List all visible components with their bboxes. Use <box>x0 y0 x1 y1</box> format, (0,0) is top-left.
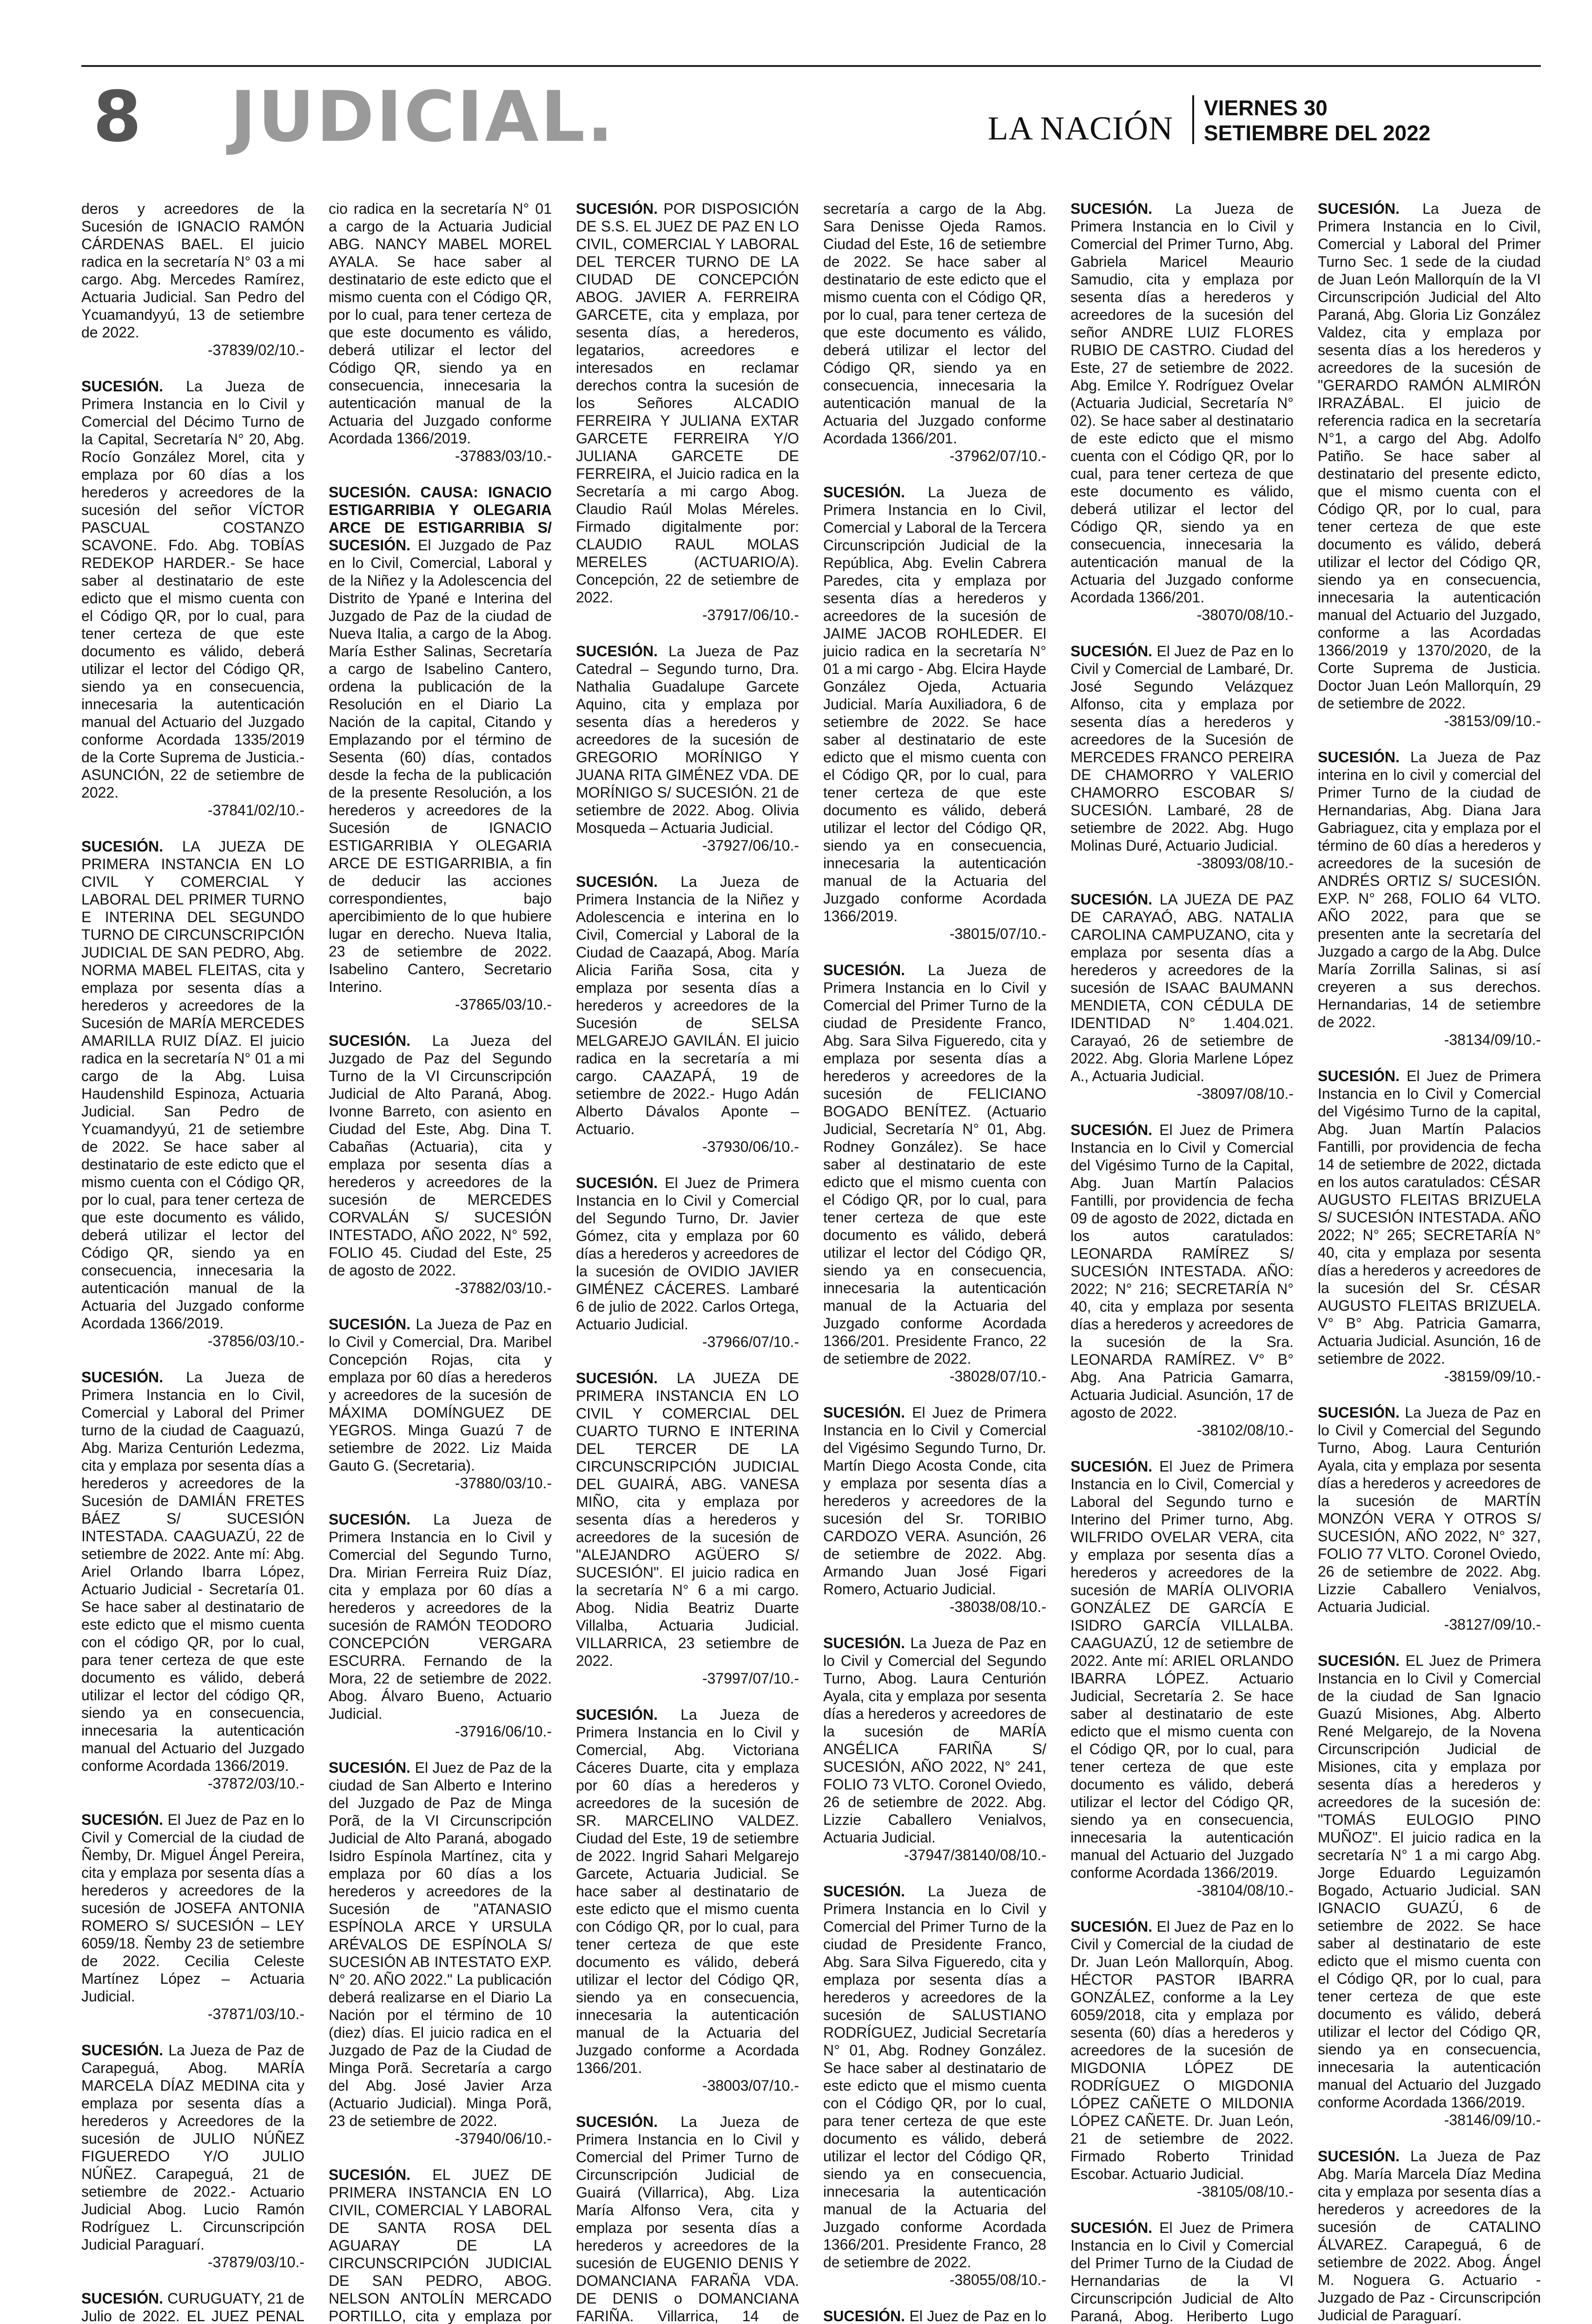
edict-text: La Jueza de Paz Abg. María Marcela Díaz Medina cita y emplaza por sesenta días a herederos y acreedores de la sucesión de CATALINO ÁLVAREZ. Carapeguá, 6 de setiembre de 2022. Abog. Ángel M. Noguera G. Actuario - Juzgado de Paz - Circunscripción Judicial de Paraguarí. <box>1318 2148 1541 2324</box>
edict-notice <box>576 873 799 1155</box>
edict-lead: SUCESIÓN. <box>329 2166 411 2183</box>
edict-text: La Jueza de Primera Instancia en lo Civil y Comercial del Primer Turno, Abg. Gabriela Maricel Meaurio Samudio, cita y emplaza por sesenta días a herederos y acreedores de la sucesión del señor ANDRE LUIZ FLORES RUBIO DE CASTRO. Ciudad del Este, 27 de setiembre de 2022. Abg. Emilce Y. Rodríguez Ovelar (Actuaria Judicial, Secretaría N° 02). Se hace saber al destinatario de este edicto que el mismo cuenta con el Código QR, por lo cual, para tener certeza de que este documento es válido, deberá utilizar el lector del Código QR, siendo ya en consecuencia, innecesaria la autenticación manual de la Actuaria del Juzgado conforme Acordada 1366/201. <box>1070 200 1294 606</box>
edict-reference: -37879/03/10.- <box>207 2254 304 2271</box>
edict-lead: SUCESIÓN. <box>81 838 164 855</box>
edict-notice <box>1070 1458 1294 1899</box>
edict-text: El Juez de Paz en lo <box>909 2308 1047 2324</box>
edict-notice <box>329 1315 552 1492</box>
edict-lead: SUCESIÓN. <box>823 1404 905 1421</box>
edict-text: La Jueza de Primera Instancia en lo Civil, Comercial y Laboral de la Tercera Circunscripción Judicial de la República, Abg. Evelin Cabrera Paredes, cita y emplaza por sesenta días a herederos y acreedores de la sucesión de JAIME JACOB ROHLEDER. El juicio radica en la secretaría N° 01 a mi cargo - Abg. Elcira Hayde González Ojeda, Actuaria Judicial. María Auxiliadora, 6 de setiembre de 2022. Se hace saber al destinatario de este edicto que el mismo cuenta con el Código QR, por lo cual, para tener certeza de que este documento es válido, deberá utilizar el lector del Código QR, siendo ya en consecuencia, innecesaria la autenticación manual de la Actuaria del Juzgado conforme Acordada 1366/2019. <box>823 484 1047 924</box>
edict-text: POR DISPOSICIÓN DE S.S. EL JUEZ DE PAZ EN LO CIVIL, COMERCIAL Y LABORAL DEL TERCER TURNO DE LA CIUDAD DE CONCEPCIÓN ABOG. JAVIER A. FERREIRA GARCETE, cita y emplaza, por sesenta días, a herederos, legatarios, acreedores e interesados en reclamar derechos contra la sucesión de los Señores ALCADIO FERREIRA Y JULIANA EXTAR GARCETE FERREIRA Y/O JULIANA GARCETE DE FERREIRA, el Juicio radica en la Secretaría a mi cargo Abog. Claudio Raúl Molas Méreles. Firmado digitalmente por: CLAUDIO RAUL MOLAS MERELES (ACTUARIO/A). Concepción, 22 de setiembre de 2022. <box>576 200 799 606</box>
edict-text: deros y acreedores de la Sucesión de IGNACIO RAMÓN CÁRDENAS BAEL. El juicio radica en la secretaría N° 03 a mi cargo. Abg. Mercedes Ramírez, Actuaria Judicial. San Pedro del Ycuamandyyú, 13 de setiembre de 2022. <box>81 200 304 341</box>
edict-lead: SUCESIÓN. <box>81 2042 164 2059</box>
edict-notice <box>1318 1404 1541 1633</box>
edict-lead: SUCESIÓN. <box>81 2290 164 2307</box>
edict-reference: -37930/06/10.- <box>702 1138 799 1155</box>
edict-reference: -38028/07/10.- <box>949 1368 1046 1385</box>
edict-reference: -37839/02/10.- <box>207 342 304 358</box>
edict-lead: SUCESIÓN. <box>329 1316 411 1333</box>
edict-lead: SUCESIÓN. <box>81 1369 164 1386</box>
edict-text: La Jueza de Primera Instancia en lo Civil, Comercial y Laboral del Primer Turno Sec. 1 sede de la ciudad de Juan León Mallorquín de la VI Circunscripción Judicial del Alto Paraná, Abg. Gloria Liz González Valdez, cita y emplaza por sesenta días a los herederos y acreedores de la sucesión de "GERARDO RAMÓN ALMIRÓN IRRAZÁBAL. El juicio de referencia radica en la secretaría N°1, a cargo del Abg. Adolfo Patiño. Se hace saber al destinatario del presente edicto, que el mismo cuenta con el Código QR, por lo cual, para tener certeza de que este documento es válido, deberá utilizar el lector del Código QR, siendo ya en consecuencia, innecesaria la autenticación manual del Actuario del Juzgado, conforme a las Acordadas 1366/2019 y 1370/2020, de la Corte Suprema de Justicia. Doctor Juan León Mallorquín, 29 de setiembre de 2022. <box>1318 200 1541 712</box>
column-4 <box>823 200 1047 2324</box>
edict-lead: SUCESIÓN. <box>1318 2148 1400 2165</box>
edict-reference: -38153/09/10.- <box>1444 713 1541 729</box>
edict-notice <box>329 200 552 465</box>
edict-reference: -38093/08/10.- <box>1196 855 1294 872</box>
edict-lead: SUCESIÓN. <box>1070 643 1153 660</box>
masthead-divider <box>1192 95 1194 144</box>
edict-notice <box>576 200 799 624</box>
edict-reference: -38038/08/10.- <box>949 1598 1046 1615</box>
edict-reference: -38104/08/10.- <box>1196 1882 1294 1899</box>
edict-notice <box>329 2166 552 2324</box>
edict-text: La Jueza de Paz en lo Civil y Comercial del Segundo Turno, Abog. Laura Centurión Ayala, cita y emplaza por sesenta días a herederos y acreedores de la sucesión de MARÍA ANGÉLICA FARIÑA S/ SUCESIÓN, AÑO 2022, N° 241, FOLIO 73 VLTO. Coronel Oviedo, 26 de setiembre de 2022. Abg. Lizzie Caballero Venialvos, Actuaria Judicial. <box>823 1635 1047 1846</box>
edict-lead: SUCESIÓN. <box>823 2308 905 2324</box>
edict-notice <box>1318 748 1541 1049</box>
edict-reference: -37917/06/10.- <box>702 607 799 623</box>
edict-notice <box>823 961 1046 1385</box>
edict-reference: -37947/38140/08/10.- <box>904 1847 1046 1863</box>
issue-date <box>1204 95 1430 145</box>
edict-lead: SUCESIÓN. <box>1318 1068 1400 1084</box>
edict-reference: -38070/08/10.- <box>1196 607 1294 623</box>
edict-reference: -38003/07/10.- <box>702 2077 799 2094</box>
edict-text: La Jueza de Paz interina en lo civil y comercial del Primer Turno de la ciudad de Hernandarias, Abg. Diana Jara Gabriaguez, cita y emplaza por el término de 60 días a herederos y acreedores de la sucesión de ANDRÉS ORTIZ S/ SUCESIÓN. EXP. N° 268, FOLIO 64 VLTO. AÑO 2022, para que se presenten ante la secretaría del Juzgado a cargo de la Abg. Dulce María Zorrilla Salinas, si así creyeren a sus derechos. Hernandarias, 14 de setiembre de 2022. <box>1318 749 1541 1030</box>
edict-reference: -37883/03/10.- <box>455 448 552 464</box>
edict-text: El Juzgado de Paz en lo Civil, Comercial, Laboral y de la Niñez y la Adolescencia del Distrito de Ypané e Interina del Juzgado de Paz de la ciudad de Nueva Italia, a cargo de la Abog. María Esther Salinas, Secretaría a cargo de Isabelino Cantero, ordena la publicación de la Resolución en el Diario La Nación de la capital, Citando y Emplazando por el término de Sesenta (60) días, contados desde la fecha de la publicación de la presente Resolución, a los herederos y acreedores de la Sucesión de IGNACIO ESTIGARRIBIA Y OLEGARIA ARCE DE ESTIGARRIBIA, a fin de deducir las acciones correspondientes, bajo apercibimiento de lo que hubiere lugar en derecho. Nueva Italia, 23 de setiembre de 2022. Isabelino Cantero, Secretario Interino. <box>329 537 552 995</box>
edict-reference: -37962/07/10.- <box>949 448 1046 464</box>
edict-lead: SUCESIÓN. <box>1070 891 1153 908</box>
edict-notice <box>81 838 304 1350</box>
edict-text: EL Juez de Primera Instancia en lo Civil y Comercial de la ciudad de San Ignacio Guazú Misiones, Abg. Alberto René Melgarejo, de la Novena Circunscripción Judicial de Misiones, cita y emplaza por sesenta días a herederos y acreedores de la sucesión de: "TOMÁS EULOGIO PINO MUÑOZ". El juicio radica en la secretaría N° 1 a mi cargo Abg. Jorge Eduardo Leguizamón Bogado, Actuario Judicial. SAN IGNACIO GUAZÚ, 6 de setiembre de 2022. Se hace saber al destinatario de este edicto que el mismo cuenta con el Código QR, por lo cual, para tener certeza de que este documento es válido, deberá utilizar el lector del Código QR, siendo ya en consecuencia, innecesaria la autenticación manual del Actuario del Juzgado conforme Acordada 1366/2019. <box>1318 1652 1541 2111</box>
edict-lead: SUCESIÓN. CAUSA: IGNACIO ESTIGARRIBIA Y OLEGARIA ARCE DE ESTIGARRIBIA S/ SUCESIÓN. <box>329 484 552 554</box>
edict-lead: SUCESIÓN. <box>576 1706 658 1723</box>
edict-reference: -38015/07/10.- <box>949 925 1046 942</box>
edict-text: La Jueza de Paz en lo Civil y Comercial, Dra. Maribel Concepción Rojas, cita y emplaza por 60 días a herederos y acreedores de la sucesión de MÁXIMA DOMÍNGUEZ DE YEGROS. Minga Guazú 7 de setiembre de 2022. Liz Maida Gauto G. (Secretaria). <box>329 1316 552 1474</box>
issue-month-year: SETIEMBRE DEL 2022 <box>1204 121 1431 145</box>
edict-lead: SUCESIÓN. <box>1070 1918 1153 1935</box>
edict-text: El Juez de Primera Instancia en lo Civil y Comercial del Vigésimo Segundo Turno, Dr. Martín Diego Acosta Conde, cita y emplaza por sesenta días a herederos y acreedores de la sucesión del Sr. TORIBIO CARDOZO VERA. Asunción, 26 de setiembre de 2022. Abg. Armando Juan José Figari Romero, Actuario Judicial. <box>823 1404 1046 1598</box>
edict-text: La Jueza de Paz Catedral – Segundo turno, Dra. Nathalia Guadalupe Garcete Aquino, cita y emplaza por sesenta días a herederos y acreedores de la sucesión de GREGORIO MORÍNIGO Y JUANA RITA GIMÉNEZ VDA. DE MORÍNIGO S/ SUCESIÓN. 21 de setiembre de 2022. Abog. Olivia Mosqueda – Actuaria Judicial. <box>576 643 799 836</box>
edict-lead: SUCESIÓN. <box>329 1759 411 1776</box>
edict-reference: -37940/06/10.- <box>455 2130 552 2147</box>
issue-day: VIERNES 30 <box>1204 96 1328 120</box>
section-title: JUDICIAL. <box>230 77 615 158</box>
edict-text: La Jueza de Primera Instancia en lo Civil y Comercial del Primer Turno de la ciudad de Presidente Franco, Abg. Sara Silva Figueredo, cita y emplaza por sesenta días a herederos y acreedores de la sucesión de FELICIANO BOGADO BENÍTEZ. (Actuario Judicial, Secretaría N° 01, Abg. Rodney González). Se hace saber al destinatario de este edicto que el mismo cuenta con el Código QR, por lo cual, para tener certeza de que este documento es válido, deberá utilizar el lector del Código QR, siendo ya en consecuencia, innecesaria la autenticación manual de la Actuaria del Juzgado conforme Acordada 1366/201. Presidente Franco, 22 de setiembre de 2022. <box>823 962 1047 1367</box>
edict-text: secretaría a cargo de la Abg. Sara Denisse Ojeda Ramos. Ciudad del Este, 16 de setiembre de 2022. Se hace saber al destinatario de este edicto que el mismo cuenta con el Código QR, por lo cual, para tener certeza de que este documento es válido, deberá utilizar el lector del Código QR, siendo ya en consecuencia, innecesaria la autenticación manual de la Actuaria del Juzgado conforme Acordada 1366/201. <box>823 200 1046 447</box>
edict-notice <box>81 1368 304 1792</box>
edict-text: El Juez de Primera Instancia en lo Civil, Comercial y Laboral del Segundo turno e Interino del Primer turno, Abg. WILFRIDO OVELAR VERA, cita y emplaza por sesenta días a herederos y acreedores de la sucesión de MARÍA OLIVORIA GONZÁLEZ DE GARCÍA E ISIDRO GARCÍA VILLALBA. CAAGUAZÚ, 12 de setiembre de 2022. Ante mí: ARIEL ORLANDO IBARRA LÓPEZ. Actuario Judicial, Secretaría 2. Se hace saber al destinatario de este edicto que el mismo cuenta con el Código QR, por lo cual, para tener certeza de que este documento es válido, deberá utilizar el lector del Código QR, siendo ya en consecuencia, innecesaria la autenticación manual del Actuario del Juzgado conforme Acordada 1366/2019. <box>1070 1458 1294 1881</box>
edict-notice <box>1318 1067 1541 1385</box>
edict-reference: -37871/03/10.- <box>207 2006 304 2022</box>
edict-notice <box>81 1811 304 2023</box>
edict-notice <box>823 2307 1046 2324</box>
edict-notice <box>81 2290 304 2324</box>
edict-notice <box>81 200 304 359</box>
edict-lead: SUCESIÓN. <box>823 1883 905 1900</box>
column-3 <box>576 200 799 2324</box>
edict-lead: SUCESIÓN. <box>823 962 905 978</box>
edict-text: La Jueza de Primera Instancia de la Niñez y Adolescencia e interina en lo Civil, Comercial y Laboral de la Ciudad de Caazapá, Abog. María Alicia Fariña Sosa, cita y emplaza por sesenta días a herederos y acreedores de la Sucesión de SELSA MELGAREJO GAVILÁN. El juicio radica en la secretaría a mi cargo. CAAZAPÁ, 19 de setiembre de 2022.- Hugo Adán Alberto Dávalos Aponte – Actuario. <box>576 873 799 1137</box>
edict-text: La Jueza de Paz en lo Civil y Comercial del Segundo Turno, Abog. Laura Centurión Ayala, cita y emplaza por sesenta días a herederos y acreedores de la sucesión de MARTÍN MONZÓN VERA Y OTROS S/ SUCESIÓN, AÑO 2022, N° 327, FOLIO 77 VLTO. Coronel Oviedo, 26 de setiembre de 2022. Abg. Lizzie Caballero Venialvos, Actuaria Judicial. <box>1318 1404 1541 1615</box>
column-2 <box>329 200 552 2324</box>
edict-lead: SUCESIÓN. <box>576 873 658 890</box>
edict-notice <box>1070 1918 1294 2200</box>
edict-text: El Juez de Primera Instancia en lo Civil y Comercial del Primer Turno de la Ciudad de Hernandarias de la VI Circunscripción Judicial de Alto Paraná, Abog. Heriberto Lugo <box>1070 2219 1294 2324</box>
edict-lead: SUCESIÓN. <box>81 378 164 395</box>
edict-notice <box>823 1404 1046 1616</box>
edict-notice <box>823 483 1046 943</box>
edict-notice <box>1318 200 1541 730</box>
edict-notice <box>576 1706 799 2094</box>
edict-reference: -37880/03/10.- <box>455 1475 552 1492</box>
edict-lead: SUCESIÓN. <box>576 1175 658 1191</box>
edict-lead: SUCESIÓN. <box>576 1370 658 1386</box>
edict-notice <box>576 642 799 854</box>
edict-reference: -37856/03/10.- <box>207 1333 304 1349</box>
edict-lead: SUCESIÓN. <box>576 643 658 660</box>
edict-notice <box>81 377 304 819</box>
edict-text: El Juez de Primera Instancia en lo Civil y Comercial del Vigésimo Turno de la Capital, Abg. Juan Martín Palacios Fantilli, por providencia de fecha 09 de agosto de 2022, dictada en los autos caratulados: LEONARDA RAMÍREZ S/ SUCESIÓN INTESTADA. AÑO: 2022; N° 216; SECRETARÍA N° 40, cita y emplaza por sesenta días a herederos y acreedores de la sucesión de la Sra. LEONARDA RAMÍREZ. V° B° Abg. Ana Patricia Gamarra, Actuaria Judicial. Asunción, 17 de agosto de 2022. <box>1070 1122 1294 1421</box>
edict-text: La Jueza de Primera Instancia en lo Civil y Comercial del Décimo Turno de la Capital, Secretaría N° 20, Abg. Rocío González Morel, cita y emplaza por 60 días a los herederos y acreedores de la sucesión del señor VÍCTOR PASCUAL COSTANZO SCAVONE. Fdo. Abg. TOBÍAS REDEKOP HARDER.- Se hace saber al destinatario de este edicto que el mismo cuenta con el Código QR, por lo cual, para tener certeza de que este documento es válido, deberá utilizar el lector del Código QR, siendo ya en consecuencia, innecesaria la autenticación manual del Actuario del Juzgado conforme Acordada 1335/2019 de la Corte Suprema de Justicia.- ASUNCIÓN, 22 de setiembre de 2022. <box>81 378 305 801</box>
edict-reference: -37997/07/10.- <box>702 1670 799 1687</box>
edict-text: La Jueza del Juzgado de Paz del Segundo Turno de la VI Circunscripción Judicial de Alto Paraná, Abog. Ivonne Barreto, con asiento en Ciudad del Este, Abg. Dina T. Cabañas (Actuaria), cita y emplaza por sesenta días a herederos y acreedores de la sucesión de MERCEDES CORVALÁN S/ SUCESIÓN INTESTADO, AÑO 2022, N° 592, FOLIO 45. Ciudad del Este, 25 de agosto de 2022. <box>329 1032 552 1279</box>
edict-text: El Juez de Paz en lo Civil y Comercial de Lambaré, Dr. José Segundo Velázquez Alfonso, cita y emplaza por sesenta días a herederos y acreedores de la Sucesión de MERCEDES FRANCO PEREIRA DE CHAMORRO Y VALERIO CHAMORRO ESCOBAR S/ SUCESIÓN. Lambaré, 28 de setiembre de 2022. Abg. Hugo Molinas Duré, Actuario Judicial. <box>1070 643 1294 854</box>
edict-notice <box>1318 2147 1541 2324</box>
edict-text: LA JUEZA DE PAZ DE CARAYAÓ, ABG. NATALIA CAROLINA CAMPUZANO, cita y emplaza por sesenta días a herederos y acreedores de la sucesión de ISAAC BAUMANN MENDIETA, CON CÉDULA DE IDENTIDAD N° 1.404.021. Carayaó, 26 de setiembre de 2022. Abg. Gloria Marlene López A., Actuaria Judicial. <box>1070 891 1294 1084</box>
edict-lead: SUCESIÓN. <box>576 200 658 217</box>
edicts-columns <box>81 200 1541 2324</box>
edict-lead: SUCESIÓN. <box>1070 1122 1153 1138</box>
edict-text: LA JUEZA DE PRIMERA INSTANCIA EN LO CIVIL Y COMERCIAL DEL CUARTO TURNO E INTERINA DEL TERCER DE LA CIRCUNSCRIPCIÓN JUDICIAL DEL GUAIRÁ, ABG. VANESA MIÑO, cita y emplaza por sesenta días a herederos y acreedores de la sucesión de "ALEJANDRO AGÜERO S/ SUCESIÓN". El juicio radica en la secretaría N° 6 a mi cargo. Abog. Nidia Beatriz Duarte Villalba, Actuaria Judicial. VILLARRICA, 23 setiembre de 2022. <box>576 1370 799 1669</box>
edict-reference: -38134/09/10.- <box>1444 1031 1541 1048</box>
edict-reference: -37966/07/10.- <box>702 1334 799 1350</box>
edict-notice <box>1070 642 1294 872</box>
edict-notice <box>823 1882 1046 2289</box>
edict-notice <box>1070 891 1294 1103</box>
column-1 <box>81 200 305 2324</box>
edict-lead: SUCESIÓN. <box>1318 749 1400 766</box>
edict-lead: SUCESIÓN. <box>1070 200 1153 217</box>
edict-notice <box>329 1511 552 1740</box>
edict-lead: SUCESIÓN. <box>1318 1404 1400 1421</box>
edict-text: La Jueza de Primera Instancia en lo Civil y Comercial del Segundo Turno, Dra. Mirian Ferreira Ruiz Díaz, cita y emplaza por 60 días a herederos y acreedores de la sucesión de RAMÓN TEODORO CONCEPCIÓN VERGARA ESCURRA. Fernando de la Mora, 22 de setiembre de 2022. Abog. Álvaro Bueno, Actuario Judicial. <box>329 1511 552 1722</box>
edict-text: CURUGUATY, 21 de Julio de 2022. EL JUEZ PENAL <box>81 2290 305 2324</box>
edict-text: cio radica en la secretaría N° 01 a cargo de la Actuaria Judicial ABG. NANCY MABEL MOREL AYALA. Se hace saber al destinatario de este edicto que el mismo cuenta con el Código QR, por lo cual, para tener certeza de que este documento es válido, deberá utilizar el lector del Código QR, siendo ya en consecuencia, innecesaria la autenticación manual de la Actuaria del Juzgado conforme Acordada 1366/2019. <box>329 200 552 447</box>
edict-notice <box>1318 1652 1541 2129</box>
column-5 <box>1070 200 1294 2324</box>
edict-text: El Juez de Paz en lo Civil y Comercial de la ciudad de Ñemby, Dr. Miguel Ángel Pereira, cita y emplaza por sesenta días a herederos y acreedores de la sucesión de JOSEFA ANTONIA ROMERO S/ SUCESIÓN – LEY 6059/18. Ñemby 23 de setiembre de 2022. Cecilia Celeste Martínez López – Actuaria Judicial. <box>81 1811 305 2005</box>
edict-lead: SUCESIÓN. <box>329 1511 411 1528</box>
edict-text: El Juez de Primera Instancia en lo Civil y Comercial del Vigésimo Turno de la capital, Abg. Juan Martín Palacios Fantilli, por providencia de fecha 14 de setiembre de 2022, dictada en los autos caratulados: CÉSAR AUGUSTO FLEITAS BRIZUELA S/ SUCESIÓN INTESTADA. AÑO 2022; N° 265; SECRETARÍA N° 40, cita y emplaza por sesenta días a herederos y acreedores de la sucesión del Sr. CÉSAR AUGUSTO FLEITAS BRIZUELA. V° B° Abg. Patricia Gamarra, Actuaria Judicial. Asunción, 16 de setiembre de 2022. <box>1318 1068 1541 1367</box>
edict-lead: SUCESIÓN. <box>81 1811 164 1828</box>
edict-text: La Jueza de Primera Instancia en lo Civil y Comercial del Primer Turno de Circunscripción Judicial de Guairá (Villarrica), Abg. Liza María Alfonso Vera, cita y emplaza por sesenta días a herederos y acreedores de la sucesión de EUGENIO DENIS Y DOMANCIANA FARAÑA VDA. DE DENIS o DOMANCIANA FARIÑA. Villarrica, 14 de <box>576 2113 799 2324</box>
edict-notice <box>1070 2219 1294 2324</box>
edict-text: La Jueza de Primera Instancia en lo Civil, Comercial y Laboral del Primer turno de la ciudad de Caaguazú, Abg. Mariza Centurión Ledezma, cita y emplaza por sesenta días a herederos y acreedores de la Sucesión de DAMIÁN FRETES BÁEZ S/ SUCESIÓN INTESTADA. CAAGUAZÚ, 22 de setiembre de 2022. Ante mí: Abg. Ariel Orlando Ibarra López, Actuario Judicial - Secretaría 01. Se hace saber al destinatario de este edicto que el mismo cuenta con el código QR, por lo cual, para tener certeza de que este documento es válido, deberá utilizar el lector del código QR, siendo ya en consecuencia, innecesaria la autenticación manual del Actuario del Juzgado conforme Acordada 1366/2019. <box>81 1369 305 1774</box>
edict-notice <box>1070 1121 1294 1439</box>
edict-reference: -38127/09/10.- <box>1444 1616 1541 1633</box>
edict-notice <box>823 1634 1046 1864</box>
edict-lead: SUCESIÓN. <box>1318 1652 1400 1669</box>
edict-notice <box>576 2113 799 2324</box>
edict-notice <box>576 1369 799 1687</box>
page-number: 8 <box>93 77 142 158</box>
edict-lead: SUCESIÓN. <box>576 2113 658 2130</box>
edict-notice <box>81 2041 304 2271</box>
newspaper-logo: LA NACIÓN <box>988 110 1173 147</box>
edict-lead: SUCESIÓN. <box>823 1635 905 1651</box>
edict-reference: -38055/08/10.- <box>949 2271 1046 2288</box>
column-6 <box>1318 200 1541 2324</box>
edict-text: La Jueza de Primera Instancia en lo Civil y Comercial, Abg. Victoriana Cáceres Duarte, cita y emplaza por 60 días a herederos y acreedores de la sucesión de SR. MARCELINO VALDEZ. Ciudad del Este, 19 de setiembre de 2022. Ingrid Sahari Melgarejo Garcete, Actuaria Judicial. Se hace saber al destinatario de este edicto que el mismo cuenta con Código QR, por lo cual, para tener certeza de que este documento es válido, deberá utilizar el lector del Código QR, siendo ya en consecuencia, innecesaria la autenticación manual de la Actuaria del Juzgado conforme a Acordada 1366/201. <box>576 1706 799 2076</box>
edict-notice <box>823 200 1046 465</box>
edict-reference: -38159/09/10.- <box>1444 1368 1541 1385</box>
edict-reference: -38146/09/10.- <box>1444 2112 1541 2128</box>
top-rule <box>81 65 1541 67</box>
edict-notice <box>1070 200 1294 624</box>
edict-notice <box>576 1174 799 1351</box>
edict-text: El Juez de Paz de la ciudad de San Alberto e Interino del Juzgado de Paz de Minga Porã, de la VI Circunscripción Judicial de Alto Paraná, abogado Isidro Espínola Martínez, cita y emplaza por 60 días a los herederos y acreedores de la Sucesión de "ATANASIO ESPÍNOLA ARCE Y URSULA ARÉVALOS DE ESPÍNOLA S/ SUCESIÓN AB INTESTATO EXP. N° 20. AÑO 2022." La publicación deberá realizarse en el Diario La Nación por el término de 10 (diez) días. El juicio radica en el Juzgado de Paz de la Ciudad de Minga Porã. Secretaría a cargo del Abg. José Javier Arza (Actuario Judicial). Minga Porã, 23 de setiembre de 2022. <box>329 1759 552 2129</box>
edict-lead: SUCESIÓN. <box>1318 200 1400 217</box>
edict-lead: SUCESIÓN. <box>1070 2219 1153 2236</box>
edict-text: El Juez de Paz en lo Civil y Comercial de la ciudad de Dr. Juan León Mallorquín, Abog. HÉCTOR PASTOR IBARRA GONZÁLEZ, conforme a la Ley 6059/2018, cita y emplaza por sesenta (60) días a herederos y acreedores de la sucesión de MIGDONIA LÓPEZ DE RODRÍGUEZ O MIGDONIA LÓPEZ CAÑETE O MILDONIA LÓPEZ CAÑETE. Dr. Juan León, 21 de setiembre de 2022. Firmado Roberto Trinidad Escobar. Actuario Judicial. <box>1070 1918 1294 2182</box>
edict-text: El Juez de Primera Instancia en lo Civil y Comercial del Segundo Turno, Dr. Javier Gómez, cita y emplaza por 60 días a herederos y acreedores de la sucesión de OVIDIO JAVIER GIMÉNEZ CÁCERES. Lambaré 6 de julio de 2022. Carlos Ortega, Actuario Judicial. <box>576 1175 799 1333</box>
edict-text: La Jueza de Primera Instancia en lo Civil y Comercial del Primer Turno de la ciudad de Presidente Franco, Abg. Sara Silva Figueredo, cita y emplaza por sesenta días a herederos y acreedores de la sucesión de SALUSTIANO RODRÍGUEZ, Judicial Secretaría N° 01, Abg. Rodney González. Se hace saber al destinatario de este edicto que el mismo cuenta con el Código QR, por lo cual, para tener certeza de que este documento es válido, deberá utilizar el lector del Código QR, siendo ya en consecuencia, innecesaria la autenticación manual de la Actuaria del Juzgado conforme Acordada 1366/201. Presidente Franco, 28 de setiembre de 2022. <box>823 1883 1047 2271</box>
edict-notice <box>329 1759 552 2147</box>
edict-reference: -38097/08/10.- <box>1196 1085 1294 1102</box>
edict-reference: -37916/06/10.- <box>455 1723 552 1740</box>
edict-reference: -38105/08/10.- <box>1196 2183 1294 2200</box>
edict-reference: -37927/06/10.- <box>702 837 799 854</box>
edict-reference: -38102/08/10.- <box>1196 1422 1294 1439</box>
edict-lead: SUCESIÓN. <box>1070 1458 1153 1475</box>
edict-text: EL JUEZ DE PRIMERA INSTANCIA EN LO CIVIL, COMERCIAL Y LABORAL DE SANTA ROSA DEL AGUARAY DE LA CIRCUNSCRIPCIÓN JUDICIAL DE SAN PEDRO, ABOG. NELSON ANTOLÍN MERCADO PORTILLO, cita y emplaza por <box>329 2166 552 2324</box>
edict-reference: -37865/03/10.- <box>455 996 552 1013</box>
edict-reference: -37841/02/10.- <box>207 802 304 819</box>
edict-notice <box>329 483 552 1013</box>
edict-text: La Jueza de Paz de Carapeguá, Abog. MARÍA MARCELA DÍAZ MEDINA cita y emplaza por sesenta días a herederos y Acreedores de la sucesión de JULIO NÚÑEZ FIGUEREDO Y/O JULIO NÚÑEZ. Carapeguá, 21 de setiembre de 2022.- Actuario Judicial Abog. Lucio Ramón Rodríguez L. Circunscripción Judicial Paraguarí. <box>81 2042 305 2253</box>
edict-lead: SUCESIÓN. <box>823 484 905 501</box>
edict-reference: -37882/03/10.- <box>455 1280 552 1296</box>
edict-notice <box>329 1032 552 1297</box>
edict-reference: -37872/03/10.- <box>207 1775 304 1792</box>
edict-text: LA JUEZA DE PRIMERA INSTANCIA EN LO CIVIL Y COMERCIAL Y LABORAL DEL PRIMER TURNO E INTERINA DEL SEGUNDO TURNO DE CIRCUNSCRIPCIÓN JUDICIAL DE SAN PEDRO, Abg. NORMA MABEL FLEITAS, cita y emplaza por sesenta días a herederos y acreedores de la Sucesión de MARÍA MERCEDES AMARILLA RUIZ DÍAZ. El juicio radica en la secretaría N° 01 a mi cargo de la Abg. Luisa Haudenshild Espinoza, Actuaria Judicial. San Pedro de Ycuamandyyú, 21 de setiembre de 2022. Se hace saber al destinatario de este edicto que el mismo cuenta con el Código QR, por lo cual, para tener certeza de que este documento es válido, deberá utilizar el lector del Código QR, siendo ya en consecuencia, innecesaria la autenticación manual de la Actuaria del Juzgado conforme Acordada 1366/2019. <box>81 838 305 1332</box>
edict-lead: SUCESIÓN. <box>329 1032 411 1049</box>
